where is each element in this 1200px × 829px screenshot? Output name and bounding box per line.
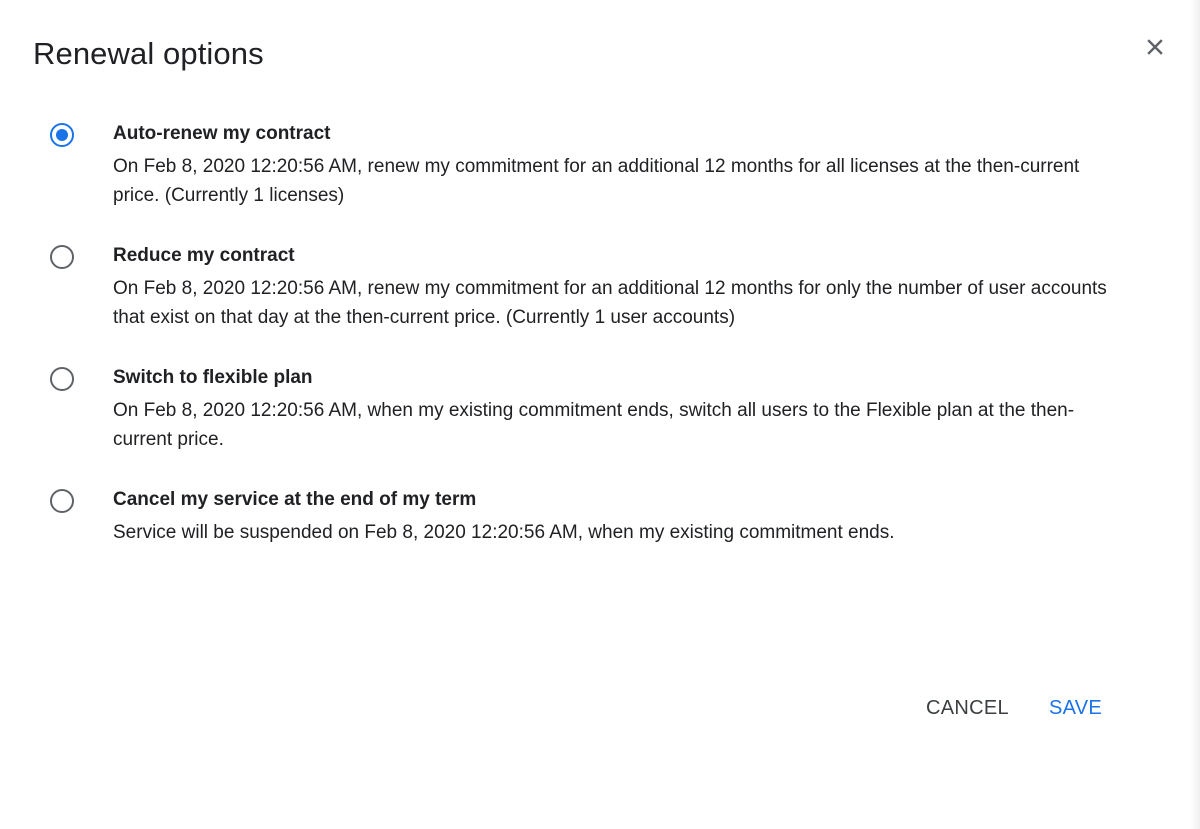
cancel-button[interactable]: CANCEL [926, 697, 1009, 719]
option-description: On Feb 8, 2020 12:20:56 AM, renew my commitment for an additional 12 months for all licenses at the then-current price. (Currently 1 licenses) [113, 156, 1080, 206]
close-button[interactable] [1140, 32, 1170, 62]
option-label: Reduce my contract [113, 245, 295, 266]
close-icon [1147, 39, 1163, 55]
option-label: Cancel my service at the end of my term [113, 489, 477, 510]
radio-cancel-service[interactable] [50, 489, 74, 513]
option-description: On Feb 8, 2020 12:20:56 AM, when my existing commitment ends, switch all users to the Flexible plan at the then-current price. [113, 400, 1075, 450]
radio-selected-dot [56, 129, 68, 141]
option-description: On Feb 8, 2020 12:20:56 AM, renew my commitment for an additional 12 months for only the number of user accounts that exist on that day at the then-current price. (Currently 1 user accounts) [113, 278, 1107, 328]
option-description: Service will be suspended on Feb 8, 2020 12:20:56 AM, when my existing commitment ends. [113, 522, 895, 543]
option-label: Switch to flexible plan [113, 367, 313, 388]
radio-flexible[interactable] [50, 367, 74, 391]
option-label: Auto-renew my contract [113, 123, 331, 144]
radio-reduce[interactable] [50, 245, 74, 269]
dialog-actions [0, 697, 1200, 727]
save-button[interactable]: SAVE [1049, 697, 1103, 719]
radio-auto-renew[interactable] [50, 123, 74, 147]
dialog-title: Renewal options [33, 36, 264, 71]
